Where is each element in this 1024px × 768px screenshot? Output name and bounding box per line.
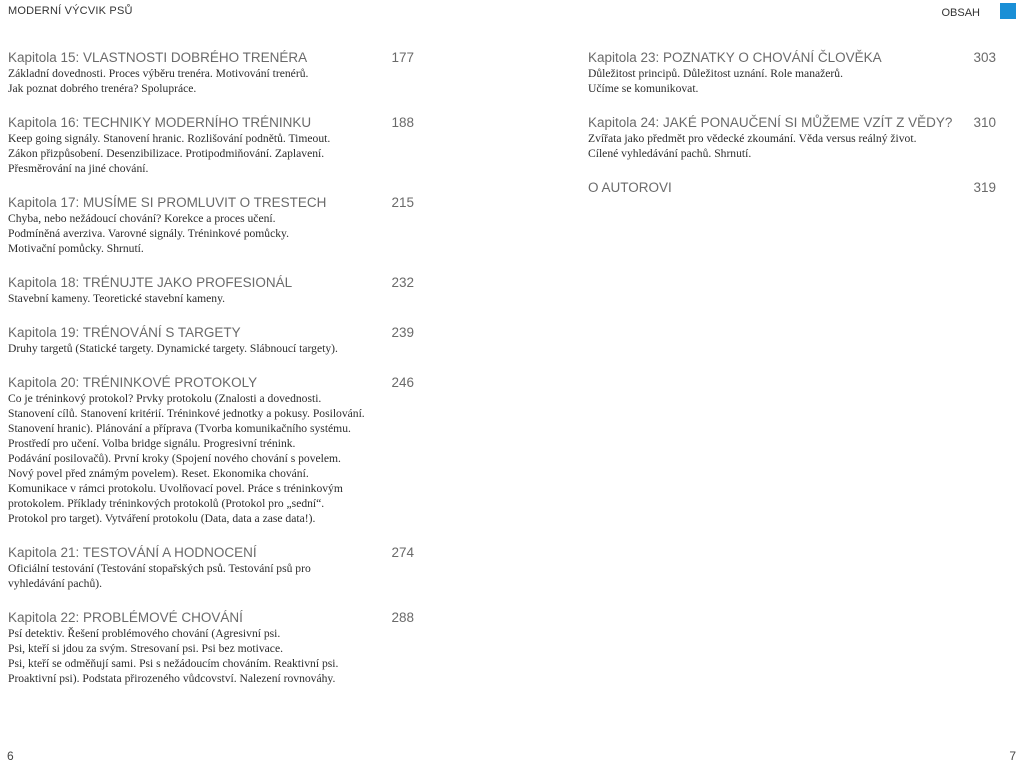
toc-entry-heading — [588, 179, 998, 196]
chapter-summary-line: Učíme se komunikovat. — [588, 82, 699, 95]
chapter-summary-line: Podmíněná averziva. Varovné signály. Tréninkové pomůcky. — [8, 227, 289, 240]
chapter-summary-line: Protokol pro target). Vytváření protokolu (Data, data a zase data!). — [8, 512, 316, 525]
toc-entry — [8, 609, 416, 686]
chapter-summary-line: vyhledávání pachů). — [8, 577, 103, 590]
chapter-title: Kapitola 20: TRÉNINKOVÉ PROTOKOLY — [8, 375, 258, 390]
toc-entry-heading — [8, 274, 416, 291]
chapter-summary-line: Nový povel před známým povelem). Reset. Ekonomika chování. — [8, 467, 309, 480]
chapter-summary — [8, 391, 416, 526]
chapter-title: Kapitola 17: MUSÍME SI PROMLUVIT O TRESTECH — [8, 195, 327, 210]
chapter-summary-line: Prostředí pro učení. Volba bridge signálu. Progresivní trénink. — [8, 437, 296, 450]
toc-entry-heading — [8, 544, 416, 561]
chapter-summary — [8, 291, 416, 306]
chapter-page-number: 246 — [391, 375, 414, 390]
toc-entry-heading — [8, 324, 416, 341]
chapter-title: Kapitola 19: TRÉNOVÁNÍ S TARGETY — [8, 325, 241, 340]
chapter-summary-line: Základní dovednosti. Proces výběru trenéra. Motivování trenérů. — [8, 67, 309, 80]
chapter-summary — [588, 131, 998, 161]
chapter-title: Kapitola 23: POZNATKY O CHOVÁNÍ ČLOVĚKA — [588, 50, 882, 65]
toc-entry — [8, 194, 416, 256]
toc-entry — [8, 49, 416, 96]
chapter-page-number: 215 — [391, 195, 414, 210]
section-title: OBSAH — [941, 7, 980, 19]
chapter-page-number: 303 — [973, 50, 996, 65]
chapter-title: Kapitola 24: JAKÉ PONAUČENÍ SI MŮŽEME VZÍT Z VĚDY? — [588, 115, 953, 130]
chapter-summary-line: Stavební kameny. Teoretické stavební kameny. — [8, 292, 226, 305]
chapter-summary-line: protokolem. Příklady tréninkových protokolů (Protokol pro „sední“. — [8, 497, 325, 510]
chapter-page-number: 310 — [973, 115, 996, 130]
chapter-summary-line: Druhy targetů (Statické targety. Dynamické targety. Slábnoucí targety). — [8, 342, 338, 355]
chapter-title: O AUTOROVI — [588, 180, 672, 195]
toc-entry — [588, 179, 998, 196]
chapter-summary — [8, 626, 416, 686]
chapter-summary-line: Podávání posilovačů). První kroky (Spojení nového chování s povelem. — [8, 452, 341, 465]
chapter-summary — [8, 131, 416, 176]
chapter-page-number: 232 — [391, 275, 414, 290]
chapter-summary-line: Psi, kteří si jdou za svým. Stresovaní psi. Psi bez motivace. — [8, 642, 284, 655]
toc-entry — [588, 49, 998, 96]
chapter-summary-line: Co je tréninkový protokol? Prvky protokolu (Znalosti a dovednosti. — [8, 392, 322, 405]
chapter-page-number: 288 — [391, 610, 414, 625]
toc-entry — [8, 324, 416, 356]
chapter-summary — [8, 561, 416, 591]
chapter-summary — [8, 341, 416, 356]
page-number-right: 7 — [1009, 749, 1016, 763]
toc-entry-heading — [8, 609, 416, 626]
chapter-title: Kapitola 16: TECHNIKY MODERNÍHO TRÉNINKU — [8, 115, 312, 130]
toc-entry-heading — [8, 114, 416, 131]
toc-right-column — [588, 49, 998, 214]
chapter-page-number: 239 — [391, 325, 414, 340]
chapter-summary-line: Chyba, nebo nežádoucí chování? Korekce a proces učení. — [8, 212, 276, 225]
chapter-summary-line: Psi, kteří se odměňují sami. Psi s nežádoucím chováním. Reaktivní psi. — [8, 657, 339, 670]
chapter-summary — [8, 66, 416, 96]
chapter-summary-line: Cílené vyhledávání pachů. Shrnutí. — [588, 147, 752, 160]
chapter-summary-line: Komunikace v rámci protokolu. Uvolňovací povel. Práce s tréninkovým — [8, 482, 343, 495]
chapter-title: Kapitola 15: VLASTNOSTI DOBRÉHO TRENÉRA — [8, 50, 308, 65]
toc-entry-heading — [8, 374, 416, 391]
chapter-summary-line: Proaktivní psi). Podstata přirozeného vůdcovství. Nalezení rovnováhy. — [8, 672, 336, 685]
chapter-summary-line: Motivační pomůcky. Shrnutí. — [8, 242, 144, 255]
toc-entry — [8, 544, 416, 591]
toc-entry — [8, 374, 416, 526]
toc-entry-heading — [588, 114, 998, 131]
chapter-summary — [588, 66, 998, 96]
chapter-summary-line: Stanovení hranic). Plánování a příprava (Tvorba komunikačního systému. — [8, 422, 351, 435]
toc-entry-heading — [588, 49, 998, 66]
chapter-title: Kapitola 18: TRÉNUJTE JAKO PROFESIONÁL — [8, 275, 293, 290]
book-title: MODERNÍ VÝCVIK PSŮ — [8, 5, 133, 17]
toc-entry — [8, 114, 416, 176]
toc-entry-heading — [8, 49, 416, 66]
chapter-title: Kapitola 22: PROBLÉMOVÉ CHOVÁNÍ — [8, 610, 243, 625]
chapter-title: Kapitola 21: TESTOVÁNÍ A HODNOCENÍ — [8, 545, 257, 560]
page-number-left: 6 — [7, 749, 14, 763]
chapter-summary-line: Stanovení cílů. Stanovení kritérií. Tréninkové jednotky a pokusy. Posilování. — [8, 407, 365, 420]
chapter-summary-line: Zákon přizpůsobení. Desenzibilizace. Protipodmiňování. Zaplavení. — [8, 147, 325, 160]
chapter-summary-line: Keep going signály. Stanovení hranic. Rozlišování podnětů. Timeout. — [8, 132, 331, 145]
chapter-summary — [8, 211, 416, 256]
chapter-page-number: 319 — [973, 180, 996, 195]
chapter-summary-line: Jak poznat dobrého trenéra? Spolupráce. — [8, 82, 197, 95]
chapter-summary-line: Psí detektiv. Řešení problémového chování (Agresivní psi. — [8, 627, 281, 640]
chapter-page-number: 188 — [391, 115, 414, 130]
chapter-summary-line: Zvířata jako předmět pro vědecké zkoumání. Věda versus reálný život. — [588, 132, 917, 145]
toc-left-column — [8, 49, 416, 704]
chapter-summary-line: Oficiální testování (Testování stopařských psů. Testování psů pro — [8, 562, 311, 575]
chapter-summary-line: Přesměrování na jiné chování. — [8, 162, 149, 175]
toc-entry — [588, 114, 998, 161]
toc-entry — [8, 274, 416, 306]
section-marker-square — [1000, 3, 1016, 19]
chapter-page-number: 177 — [391, 50, 414, 65]
chapter-page-number: 274 — [391, 545, 414, 560]
chapter-summary-line: Důležitost principů. Důležitost uznání. Role manažerů. — [588, 67, 843, 80]
toc-entry-heading — [8, 194, 416, 211]
